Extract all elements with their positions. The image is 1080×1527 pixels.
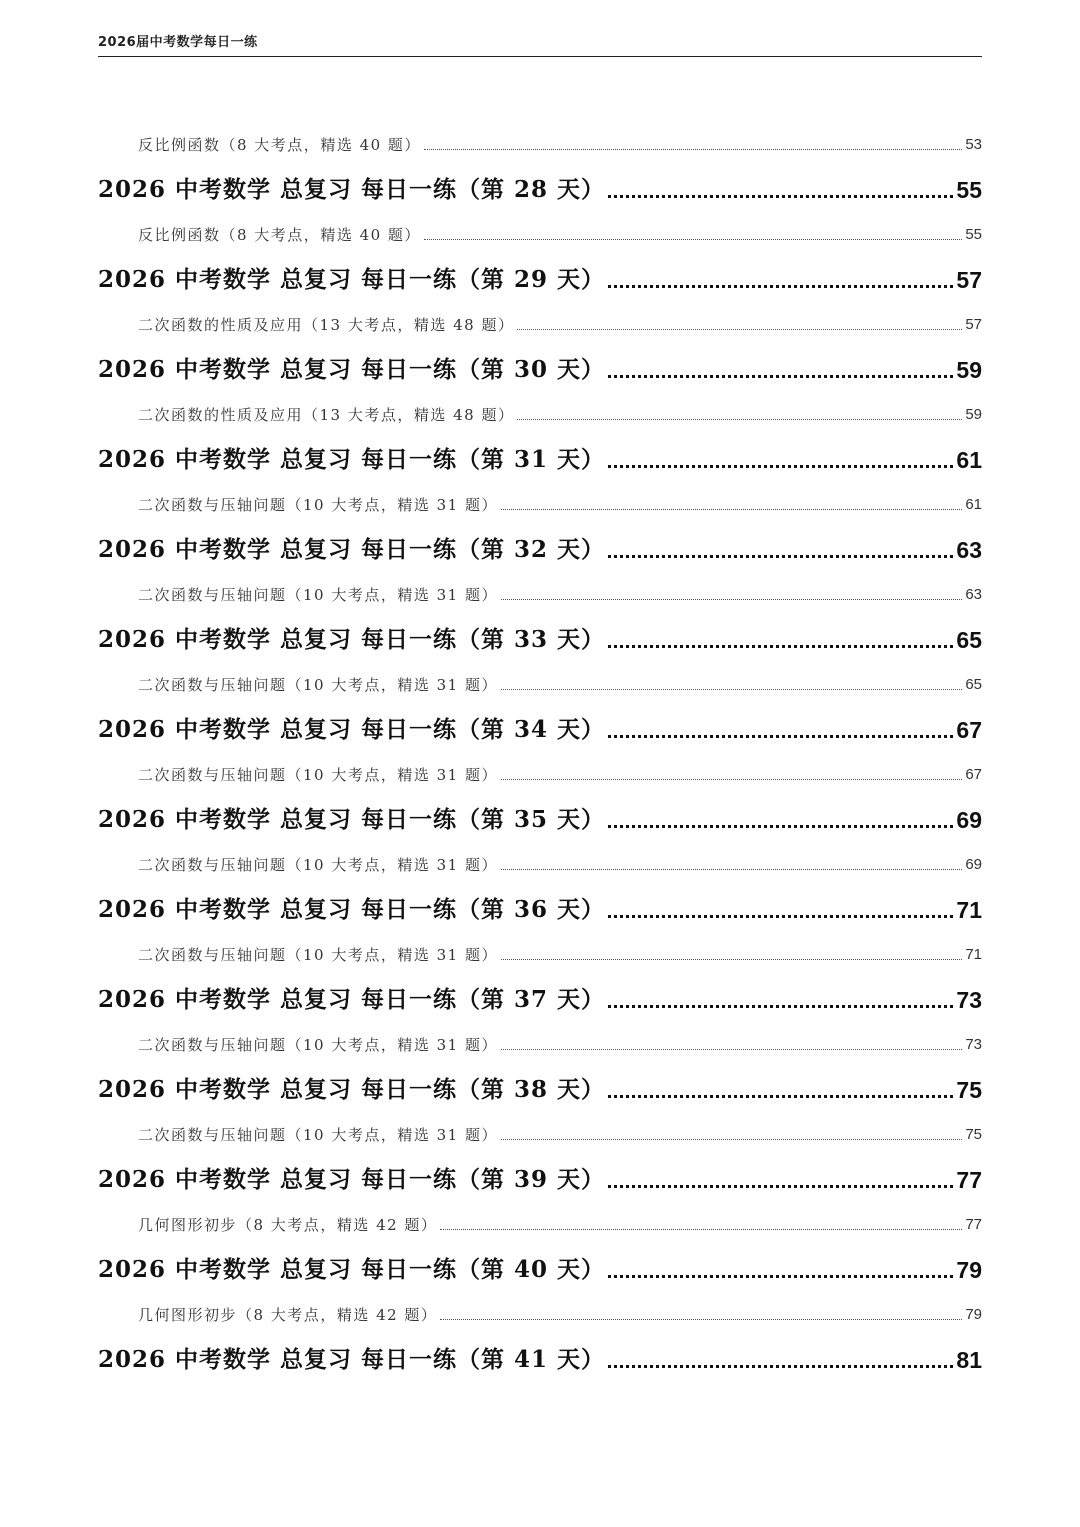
toc-page-number: 75: [965, 1125, 982, 1143]
toc-dot-leader: [608, 1185, 953, 1188]
document-title: 2026届中考数学每日一练: [98, 35, 258, 50]
toc-entry-label: 2026 中考数学 总复习 每日一练（第 35 天）: [98, 805, 606, 833]
toc-page-number: 61: [965, 495, 982, 513]
toc-page-number: 59: [965, 405, 982, 423]
toc-chapter-entry[interactable]: [98, 887, 982, 932]
toc-entry-label: 2026 中考数学 总复习 每日一练（第 37 天）: [98, 985, 606, 1013]
toc-entry-label: 2026 中考数学 总复习 每日一练（第 32 天）: [98, 535, 606, 563]
toc-entry-label: 2026 中考数学 总复习 每日一练（第 33 天）: [98, 625, 606, 653]
toc-entry-label: 二次函数的性质及应用（13 大考点，精选 48 题）: [138, 315, 515, 334]
toc-page-number: 67: [956, 716, 982, 743]
toc-page-number: 69: [965, 855, 982, 873]
toc-entry-label: 2026 中考数学 总复习 每日一练（第 40 天）: [98, 1255, 606, 1283]
toc-dot-leader: [440, 1319, 962, 1320]
toc-dot-leader: [501, 1049, 962, 1050]
toc-section-entry[interactable]: [98, 1292, 982, 1337]
toc-dot-leader: [440, 1229, 962, 1230]
table-of-contents: [98, 122, 982, 1382]
toc-dot-leader: [608, 555, 953, 558]
toc-section-entry[interactable]: [98, 662, 982, 707]
toc-chapter-entry[interactable]: [98, 1247, 982, 1292]
toc-page-number: 53: [965, 135, 982, 153]
toc-section-entry[interactable]: [98, 212, 982, 257]
toc-entry-label: 二次函数与压轴问题（10 大考点，精选 31 题）: [138, 765, 498, 784]
toc-entry-label: 2026 中考数学 总复习 每日一练（第 28 天）: [98, 175, 606, 203]
toc-page-number: 55: [965, 225, 982, 243]
toc-entry-label: 2026 中考数学 总复习 每日一练（第 36 天）: [98, 895, 606, 923]
toc-entry-label: 反比例函数（8 大考点，精选 40 题）: [138, 225, 421, 244]
page-header: [98, 34, 982, 57]
toc-dot-leader: [608, 1095, 953, 1098]
toc-chapter-entry[interactable]: [98, 257, 982, 302]
toc-chapter-entry[interactable]: [98, 797, 982, 842]
toc-dot-leader: [517, 419, 962, 420]
toc-dot-leader: [501, 509, 962, 510]
toc-entry-label: 2026 中考数学 总复习 每日一练（第 41 天）: [98, 1345, 606, 1373]
toc-page-number: 71: [965, 945, 982, 963]
toc-entry-label: 2026 中考数学 总复习 每日一练（第 38 天）: [98, 1075, 606, 1103]
toc-entry-label: 二次函数与压轴问题（10 大考点，精选 31 题）: [138, 855, 498, 874]
toc-page-number: 73: [965, 1035, 982, 1053]
toc-dot-leader: [424, 239, 962, 240]
toc-dot-leader: [424, 149, 962, 150]
toc-section-entry[interactable]: [98, 482, 982, 527]
toc-page-number: 63: [965, 585, 982, 603]
toc-chapter-entry[interactable]: [98, 1067, 982, 1112]
toc-dot-leader: [517, 329, 962, 330]
toc-page-number: 67: [965, 765, 982, 783]
toc-section-entry[interactable]: [98, 752, 982, 797]
toc-chapter-entry[interactable]: [98, 527, 982, 572]
toc-dot-leader: [608, 645, 953, 648]
toc-section-entry[interactable]: [98, 1202, 982, 1247]
toc-entry-label: 二次函数与压轴问题（10 大考点，精选 31 题）: [138, 1035, 498, 1054]
toc-page-number: 65: [956, 626, 982, 653]
toc-chapter-entry[interactable]: [98, 167, 982, 212]
toc-dot-leader: [501, 869, 962, 870]
toc-section-entry[interactable]: [98, 932, 982, 977]
toc-chapter-entry[interactable]: [98, 977, 982, 1022]
toc-section-entry[interactable]: [98, 302, 982, 347]
toc-dot-leader: [608, 195, 953, 198]
toc-dot-leader: [608, 825, 953, 828]
toc-entry-label: 二次函数与压轴问题（10 大考点，精选 31 题）: [138, 585, 498, 604]
toc-entry-label: 二次函数与压轴问题（10 大考点，精选 31 题）: [138, 675, 498, 694]
toc-page-number: 77: [956, 1166, 982, 1193]
toc-dot-leader: [501, 1139, 962, 1140]
toc-page-number: 71: [956, 896, 982, 923]
toc-dot-leader: [501, 599, 962, 600]
toc-dot-leader: [608, 285, 953, 288]
toc-entry-label: 几何图形初步（8 大考点，精选 42 题）: [138, 1305, 438, 1324]
toc-page-number: 59: [956, 356, 982, 383]
toc-entry-label: 2026 中考数学 总复习 每日一练（第 39 天）: [98, 1165, 606, 1193]
toc-dot-leader: [608, 375, 953, 378]
toc-page-number: 63: [956, 536, 982, 563]
toc-page-number: 73: [956, 986, 982, 1013]
toc-chapter-entry[interactable]: [98, 1157, 982, 1202]
toc-dot-leader: [501, 779, 962, 780]
toc-entry-label: 2026 中考数学 总复习 每日一练（第 31 天）: [98, 445, 606, 473]
toc-dot-leader: [608, 465, 953, 468]
toc-entry-label: 二次函数的性质及应用（13 大考点，精选 48 题）: [138, 405, 515, 424]
toc-entry-label: 二次函数与压轴问题（10 大考点，精选 31 题）: [138, 1125, 498, 1144]
toc-chapter-entry[interactable]: [98, 707, 982, 752]
toc-page-number: 81: [956, 1346, 982, 1373]
toc-chapter-entry[interactable]: [98, 617, 982, 662]
toc-chapter-entry[interactable]: [98, 1337, 982, 1382]
toc-section-entry[interactable]: [98, 842, 982, 887]
toc-page-number: 77: [965, 1215, 982, 1233]
toc-entry-label: 二次函数与压轴问题（10 大考点，精选 31 题）: [138, 495, 498, 514]
toc-entry-label: 反比例函数（8 大考点，精选 40 题）: [138, 135, 421, 154]
toc-entry-label: 2026 中考数学 总复习 每日一练（第 30 天）: [98, 355, 606, 383]
toc-chapter-entry[interactable]: [98, 347, 982, 392]
toc-entry-label: 2026 中考数学 总复习 每日一练（第 29 天）: [98, 265, 606, 293]
toc-page-number: 75: [956, 1076, 982, 1103]
toc-entry-label: 2026 中考数学 总复习 每日一练（第 34 天）: [98, 715, 606, 743]
toc-entry-label: 二次函数与压轴问题（10 大考点，精选 31 题）: [138, 945, 498, 964]
toc-dot-leader: [501, 959, 962, 960]
toc-section-entry[interactable]: [98, 1112, 982, 1157]
toc-section-entry[interactable]: [98, 572, 982, 617]
toc-page-number: 57: [965, 315, 982, 333]
toc-dot-leader: [608, 1275, 953, 1278]
toc-page-number: 65: [965, 675, 982, 693]
toc-section-entry[interactable]: [98, 122, 982, 167]
toc-page-number: 69: [956, 806, 982, 833]
toc-section-entry[interactable]: [98, 392, 982, 437]
toc-dot-leader: [501, 689, 962, 690]
toc-dot-leader: [608, 1005, 953, 1008]
toc-page-number: 79: [956, 1256, 982, 1283]
toc-entry-label: 几何图形初步（8 大考点，精选 42 题）: [138, 1215, 438, 1234]
toc-dot-leader: [608, 735, 953, 738]
toc-page-number: 55: [956, 176, 982, 203]
toc-page-number: 79: [965, 1305, 982, 1323]
toc-dot-leader: [608, 1365, 953, 1368]
toc-section-entry[interactable]: [98, 1022, 982, 1067]
toc-chapter-entry[interactable]: [98, 437, 982, 482]
toc-dot-leader: [608, 915, 953, 918]
toc-page-number: 57: [956, 266, 982, 293]
toc-page-number: 61: [956, 446, 982, 473]
